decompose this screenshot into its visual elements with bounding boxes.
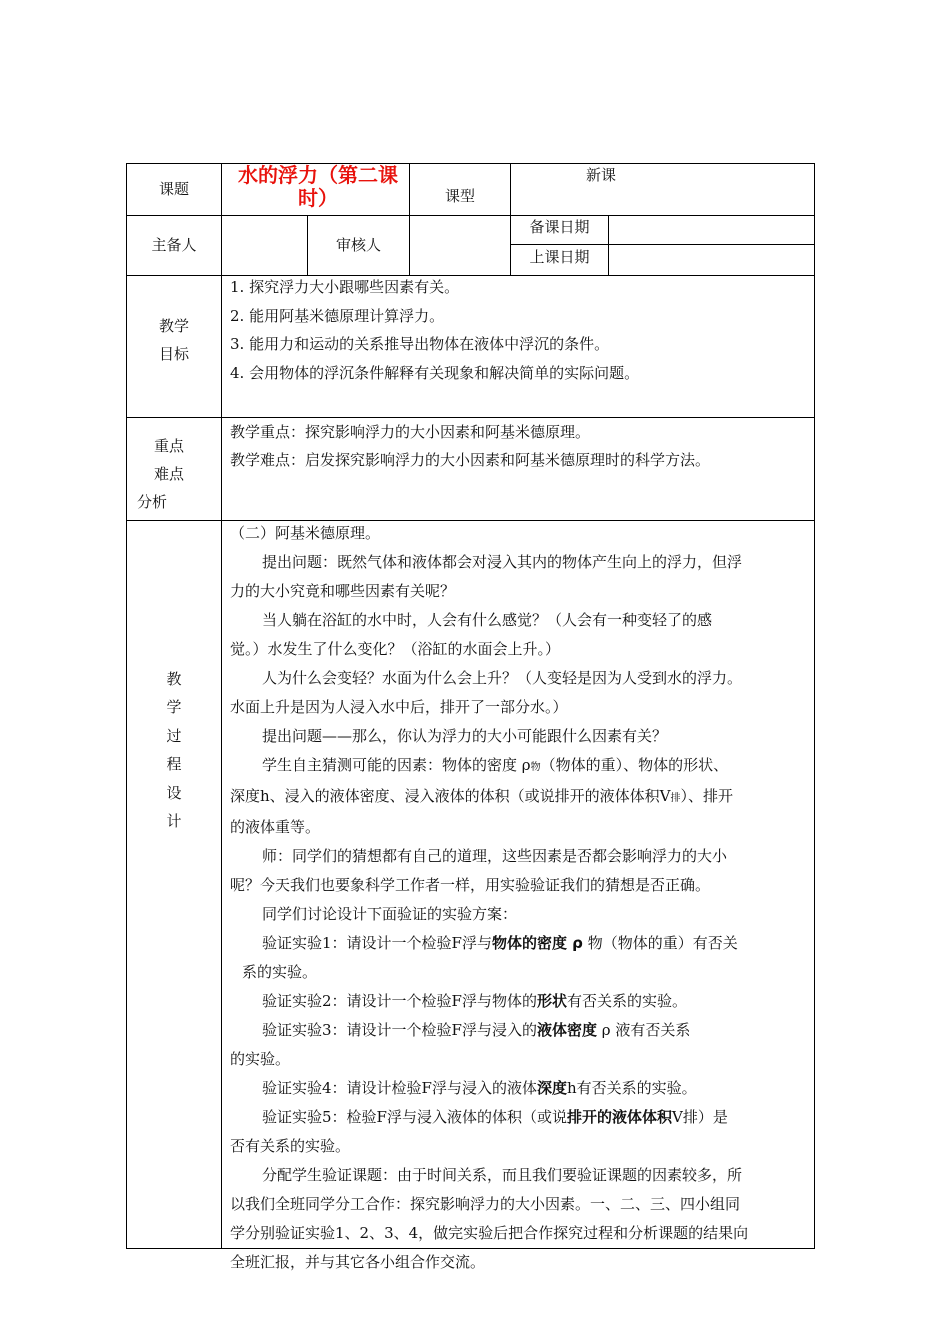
paragraph-line: 力的大小究竟和哪些因素有关呢？ xyxy=(230,582,456,600)
text-run: ρ 液有否关系 xyxy=(596,1021,691,1039)
experiment-line: 否有关系的实验。 xyxy=(230,1137,351,1155)
text-run: 验证实验5：检验F浮与浸入液体的体积（或说 xyxy=(262,1108,567,1126)
paragraph-line: 以我们全班同学分工合作：探究影响浮力的大小因素。一、二、三、四小组同 xyxy=(230,1195,741,1213)
page-title: 水的浮力（第二课时） xyxy=(238,163,398,210)
paragraph-line: 学分别验证实验1、2、3、4，做完实验后把合作探究过程和分析课题的结果向 xyxy=(230,1224,749,1242)
paragraph-line: 师：同学们的猜想都有自己的道理，这些因素是否都会影响浮力的大小 xyxy=(262,847,728,865)
goals-label-line: 目标 xyxy=(158,345,189,363)
text-run: 学生自主猜测可能的因素：物体的密度 ρ xyxy=(262,756,531,774)
paragraph-line: 同学们讨论设计下面验证的实验方案： xyxy=(262,905,518,923)
bold-run: 液体密度 xyxy=(536,1021,597,1039)
process-label-char: 过 xyxy=(166,726,182,745)
bold-run: 深度 xyxy=(536,1079,567,1097)
text-run: （物体的重）、物体的形状、 xyxy=(540,756,729,774)
text-run: 验证实验4：请设计检验F浮与浸入的液体 xyxy=(262,1079,537,1097)
experiment-line xyxy=(230,1103,812,1132)
process-label xyxy=(127,665,221,835)
text-run: 深度h、浸入的液体密度、浸入液体的体积（或说排开的液体体积V xyxy=(230,787,671,805)
type-value: 新课 xyxy=(585,165,616,184)
bold-run: 物体的密度 ρ xyxy=(491,934,583,952)
goal-item: 4. 会用物体的浮沉条件解释有关现象和解决简单的实际问题。 xyxy=(230,364,640,382)
process-label-char: 学 xyxy=(166,698,182,716)
grid-line xyxy=(221,163,222,1249)
experiment-line xyxy=(230,929,812,958)
experiment-line xyxy=(230,1016,812,1045)
focus-label-line: 分析 xyxy=(137,493,168,511)
difficult-point: 教学难点：启发探究影响浮力的大小因素和阿基米德原理时的科学方法。 xyxy=(230,451,711,469)
paragraph-line: 呢？今天我们也要象科学工作者一样，用实验验证我们的猜想是否正确。 xyxy=(230,876,711,894)
paragraph-line: 提出问题——那么，你认为浮力的大小可能跟什么因素有关？ xyxy=(262,727,668,745)
paragraph-line: 觉。）水发生了什么变化？（浴缸的水面会上升。） xyxy=(230,640,561,658)
reviewer-label: 审核人 xyxy=(335,236,381,255)
grid-line xyxy=(126,417,815,418)
process-heading: （二）阿基米德原理。 xyxy=(230,524,381,542)
text-run: V排）是 xyxy=(671,1108,728,1126)
text-run: 物（物体的重）有否关 xyxy=(582,934,738,952)
paragraph-line: 的液体重等。 xyxy=(230,818,321,836)
paragraph-line xyxy=(230,782,812,813)
paragraph-line xyxy=(230,751,812,782)
text-run: ）、排开 xyxy=(680,787,734,805)
process-label-char: 程 xyxy=(166,755,182,773)
subscript: 排 xyxy=(670,793,681,804)
text-run: 验证实验2：请设计一个检验F浮与物体的 xyxy=(262,992,537,1010)
experiment-line: 的实验。 xyxy=(230,1050,291,1068)
subscript: 物 xyxy=(530,762,541,773)
goals-label-line: 教学 xyxy=(158,317,189,335)
class-date-value xyxy=(609,245,814,275)
process-label-char: 设 xyxy=(166,783,182,802)
prep-date-label: 备课日期 xyxy=(529,217,590,236)
prep-date-value xyxy=(609,216,814,244)
bold-run: 形状 xyxy=(536,992,567,1010)
goals-label xyxy=(127,300,221,380)
focus-label-line: 难点 xyxy=(154,465,185,483)
topic-label: 课题 xyxy=(158,180,189,199)
grid-line xyxy=(126,275,815,276)
preparer-label: 主备人 xyxy=(151,236,197,255)
process-label-char: 教 xyxy=(166,669,182,688)
goal-item: 2. 能用阿基米德原理计算浮力。 xyxy=(230,307,445,325)
paragraph-line: 提出问题：既然气体和液体都会对浸入其内的物体产生向上的浮力，但浮 xyxy=(262,553,743,571)
text-run: h有否关系的实验。 xyxy=(566,1079,697,1097)
preparer-value xyxy=(222,216,307,275)
paragraph-line: 全班汇报，并与其它各小组合作交流。 xyxy=(230,1253,486,1271)
experiment-line: 系的实验。 xyxy=(242,963,318,981)
grid-line xyxy=(814,163,815,1249)
process-content xyxy=(230,519,812,1277)
key-point: 教学重点：探究影响浮力的大小因素和阿基米德原理。 xyxy=(230,423,591,441)
reviewer-value xyxy=(410,216,510,275)
paragraph-line: 人为什么会变轻？水面为什么会上升？（人变轻是因为人受到水的浮力。 xyxy=(262,669,743,687)
paragraph-line: 水面上升是因为人浸入水中后，排开了一部分水。） xyxy=(230,698,568,716)
text-run: 验证实验1：请设计一个检验F浮与 xyxy=(262,934,492,952)
process-label-char: 计 xyxy=(166,812,182,830)
focus-label-line: 重点 xyxy=(154,437,185,455)
type-label: 课型 xyxy=(444,186,475,205)
experiment-line xyxy=(230,987,812,1016)
goal-item: 1. 探究浮力大小跟哪些因素有关。 xyxy=(230,278,460,296)
bold-run: 排开的液体体积 xyxy=(566,1108,672,1126)
class-date-label: 上课日期 xyxy=(529,247,590,266)
text-run: 验证实验3：请设计一个检验F浮与浸入的 xyxy=(262,1021,537,1039)
experiment-line xyxy=(230,1074,812,1103)
paragraph-line: 当人躺在浴缸的水中时，人会有什么感觉？（人会有一种变轻了的感 xyxy=(262,611,713,629)
text-run: 有否关系的实验。 xyxy=(566,992,687,1010)
goal-item: 3. 能用力和运动的关系推导出物体在液体中浮沉的条件。 xyxy=(230,335,610,353)
paragraph-line: 分配学生验证课题：由于时间关系，而且我们要验证课题的因素较多，所 xyxy=(262,1166,743,1184)
